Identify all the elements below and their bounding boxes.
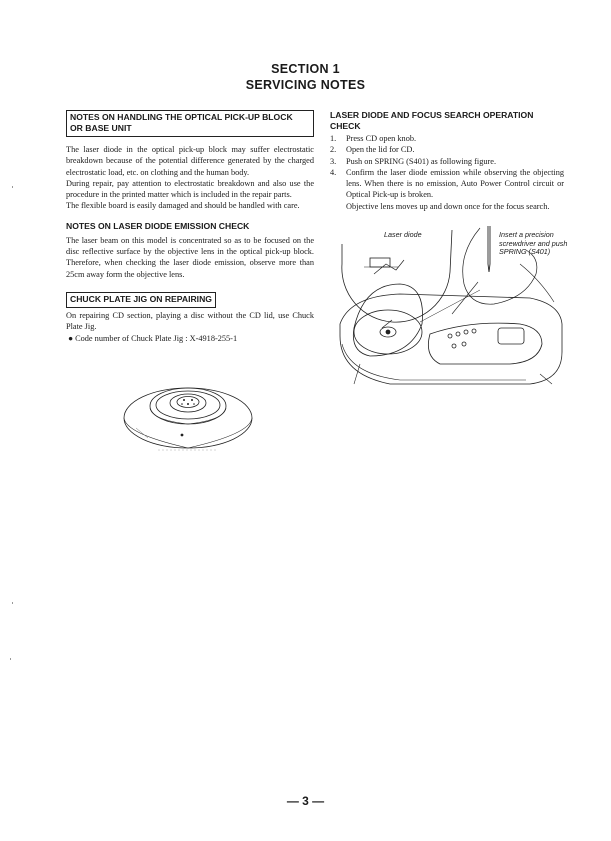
focus-search-heading: LASER DIODE AND FOCUS SEARCH OPERATION CHECK bbox=[330, 110, 534, 131]
chuck-plate-heading: CHUCK PLATE JIG ON REPAIRING bbox=[66, 292, 216, 308]
laser-diode-icon bbox=[370, 258, 390, 267]
jig-pin bbox=[181, 434, 184, 437]
laser-diode-label: Laser diode bbox=[384, 230, 422, 239]
chuck-plate-paragraph: On repairing CD section, playing a disc without the CD lid, use Chuck Plate Jig. bbox=[66, 310, 314, 332]
scan-speck bbox=[10, 658, 11, 660]
left-column bbox=[66, 110, 314, 344]
step-item: 4. Confirm the laser diode emission while observing the objecting lens. When there is no emission, Auto Power Control circuit or Optical Pick-up is broken. bbox=[330, 167, 564, 200]
chuck-plate-code-text: Code number of Chuck Plate Jig : X-4918-255-1 bbox=[75, 333, 238, 343]
emission-check-paragraph: The laser beam on this model is concentrated so as to be focused on the disc reflective surface by the objective lens in the optical pick-up block. Therefore, when checking the laser diode emission, observe more than 25cm away form the objective lens. bbox=[66, 235, 314, 279]
scan-speck bbox=[12, 186, 13, 188]
magnifier-circle bbox=[342, 230, 452, 322]
step-4-note: Objective lens moves up and down once for the focus search. bbox=[346, 201, 550, 211]
handling-notes-heading: NOTES ON HANDLING THE OPTICAL PICK-UP BLOCK OR BASE UNIT bbox=[66, 110, 314, 137]
jig-outer-rim bbox=[124, 388, 252, 448]
right-column bbox=[330, 110, 564, 212]
check-steps bbox=[330, 133, 564, 201]
handling-paragraph-1: The laser diode in the optical pick-up block may suffer electrostatic breakdown because of the potential difference generated by the charged electrostatic load, etc. on clothing and the human body. bbox=[66, 145, 314, 177]
page-number: — 3 — bbox=[286, 794, 325, 808]
insert-screwdriver-label: Insert a precision screwdriver and push SPRING (S401) bbox=[499, 230, 568, 257]
chuck-plate-jig-illustration bbox=[118, 378, 258, 452]
step-item: 1. Press CD open knob. bbox=[330, 134, 417, 143]
section-number: SECTION 1 bbox=[271, 62, 340, 76]
bullet-icon: ● bbox=[68, 333, 74, 343]
handling-paragraph-3: The flexible board is easily damaged and should be handled with care. bbox=[66, 201, 300, 211]
step-item: 2. Open the lid for CD. bbox=[330, 145, 415, 155]
chuck-plate-code bbox=[66, 333, 314, 344]
emission-check-heading: NOTES ON LASER DIODE EMISSION CHECK bbox=[66, 220, 250, 231]
player-body bbox=[340, 294, 562, 384]
handling-paragraph-2: During repair, pay attention to electrostatic breakdown and also use the procedure in the printed matter which is included in the repair parts. bbox=[66, 178, 314, 200]
screwdriver-icon bbox=[488, 226, 490, 272]
step-item: 3. Push on SPRING (S401) as following figure. bbox=[330, 156, 497, 166]
page-title: SERVICING NOTES bbox=[245, 78, 366, 92]
scan-speck bbox=[12, 602, 13, 604]
